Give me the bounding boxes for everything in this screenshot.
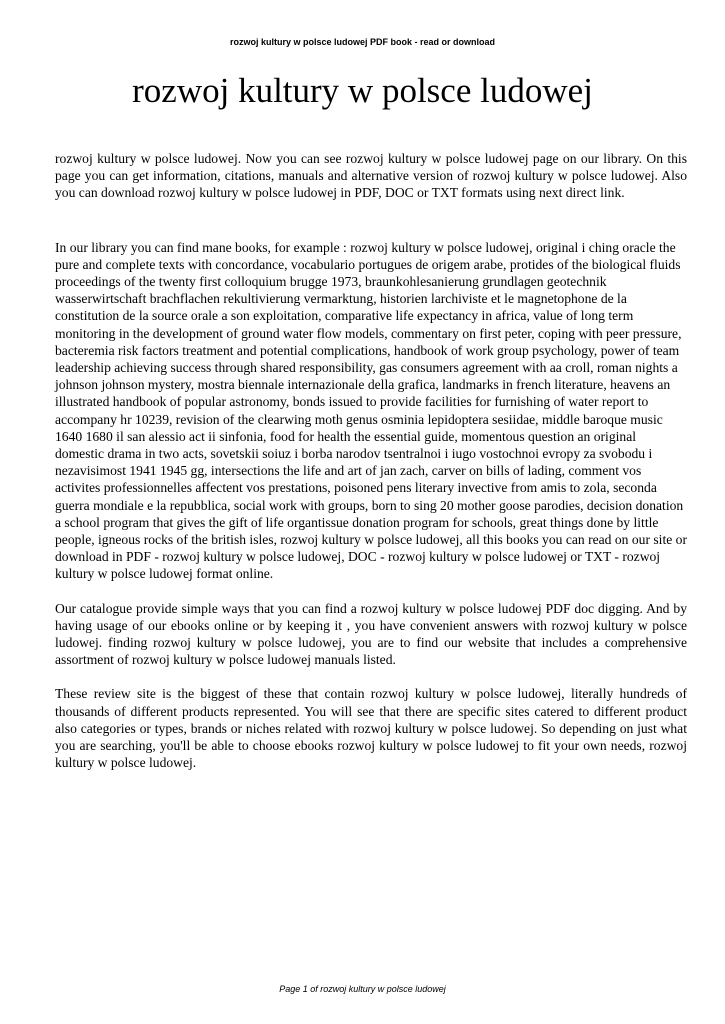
intro-paragraph: rozwoj kultury w polsce ludowej. Now you can see rozwoj kultury w polsce ludowej page on our library. On this page you can get information, citations, manuals and alternative version of rozwoj kultury w polsce ludowej. Also you can download rozwoj kultury w polsce ludowej in PDF, DOC or TXT formats using next direct link.	[55, 151, 687, 201]
page-title: rozwoj kultury w polsce ludowej	[132, 71, 593, 110]
book-list-paragraph: In our library you can find mane books, for example : rozwoj kultury w polsce ludowej, original i ching oracle the pure and complete texts with concordance, vocabulario portugues de origem arabe, protides of the biological fluids proceedings of the twenty first colloquium brugge 1973, braunkohlesanierung grundlagen geotechnik wasserwirtschaft brachflachen rekultivierung vermarktung, historien larchiviste et le magnetophone de la constitution de la source orale a son exploitation, comparative life expectancy in africa, value of long term monitoring in the development of ground water flow models, commentary on first peter, coping with peer pressure, bacteremia risk factors treatment and potential complications, handbook of work group psychology, power of team leadership achieving success through shared responsibility, gas consumers agreement with aa croll, roman nights a johnson johnson mystery, mostra biennale internazionale della grafica, landmarks in french literature, heavens an illustrated handbook of popular astronomy, bonds issued to provide facilities for furnishing of water report to accompany hr 10239, revision of the clearwing moth genus osminia lepidoptera sesiidae, middle baroque music 1640 1680 il san alessio act ii sinfonia, food for health the essential guide, momentous question an original domestic drama in two acts, sovetskii soiuz i borba narodov tsentralnoi i iugo vostochnoi evropy za svobodu i nezavisimost 1941 1945 gg, intersections the life and art of jan zach, carver on bills of lading, comment vos activites professionnelles affectent vos prestations, poisoned pens literary invective from amis to zola, seconda guerra mondiale e la repubblica, social work with groups, born to sing 20 mother goose parodies, decision donation a school program that gives the gift of life organtissue donation program for schools, great things done by little people, igneous rocks of the british isles, rozwoj kultury w polsce ludowej, all this books you can read on our site or download in PDF - rozwoj kultury w polsce ludowej, DOC - rozwoj kultury w polsce ludowej or TXT - rozwoj kultury w polsce ludowej format online.	[55, 239, 687, 582]
document-body	[55, 150, 687, 772]
catalogue-paragraph: Our catalogue provide simple ways that you can find a rozwoj kultury w polsce ludowej PDF doc digging. And by having usage of our ebooks online or by keeping it , you have convenient answers with rozwoj kultury w polsce ludowej. finding rozwoj kultury w polsce ludowej, you are to find our website that includes a comprehensive assortment of rozwoj kultury w polsce ludowej manuals listed.	[55, 600, 687, 668]
running-header: rozwoj kultury w polsce ludowej PDF book - read or download	[229, 37, 496, 47]
page-footer: Page 1 of rozwoj kultury w polsce ludowej	[279, 984, 446, 994]
review-paragraph: These review site is the biggest of these that contain rozwoj kultury w polsce ludowej, literally hundreds of thousands of different products represented. You will see that there are specific sites catered to different product also categories or types, brands or niches related with rozwoj kultury w polsce ludowej. So depending on just what you are searching, you'll be able to choose ebooks rozwoj kultury w polsce ludowej to fit your own needs, rozwoj kultury w polsce ludowej.	[55, 686, 687, 771]
